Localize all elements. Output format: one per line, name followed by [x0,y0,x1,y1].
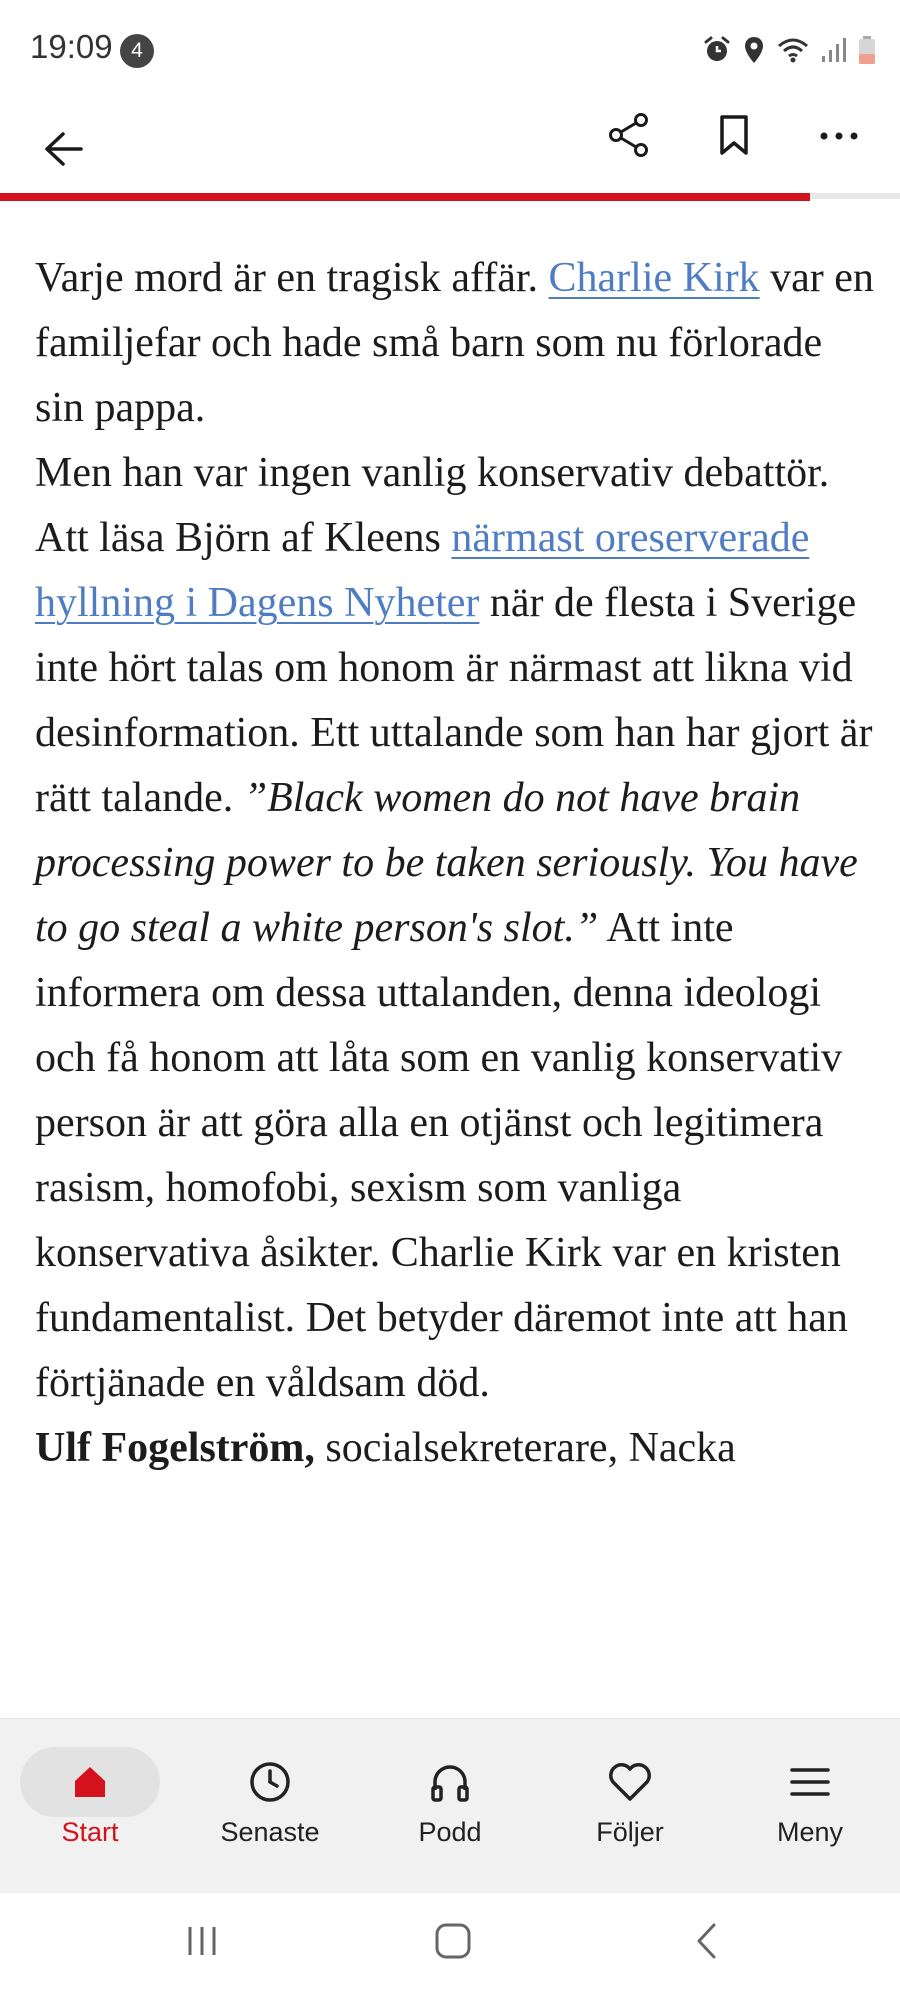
status-bar [0,0,900,100]
clock-icon [245,1757,295,1807]
nav-item-meny[interactable] [720,1719,900,1894]
article-quote: ”Black women do not have brain processing power to be taken seriously. You have to go steal a white person's slot.” [35,775,858,951]
nav-label-podd: Podd [418,1817,482,1847]
charlie-kirk-link[interactable]: Charlie Kirk [548,255,760,301]
location-icon [742,35,766,65]
battery-icon [858,35,876,65]
signal-icon [820,35,848,65]
home-button[interactable] [413,1913,493,1973]
system-navigation-bar [0,1893,900,2000]
heart-icon [605,1757,655,1807]
bookmark-icon [718,114,750,161]
nav-item-start[interactable] [0,1719,180,1894]
reading-progress-fill [0,193,810,201]
nav-label-start: Start [61,1817,119,1847]
nav-label-senaste: Senaste [220,1817,320,1847]
dagens-nyheter-link[interactable]: närmast oreserverade hyllning i Dagens Nyheter [35,515,810,626]
home-button-icon [434,1922,472,1965]
recents-button[interactable] [162,1913,242,1973]
nav-item-senaste[interactable] [180,1719,360,1894]
recents-icon [184,1923,220,1964]
system-icons [702,30,876,70]
share-icon [607,112,651,163]
share-button[interactable] [598,106,660,168]
hamburger-menu-icon [785,1757,835,1807]
notification-count-badge: 4 [120,34,154,68]
alarm-icon [702,35,732,65]
article-text: var en familjefar och hade små barn som nu förlorade sin pappa. [35,255,874,431]
bottom-navigation [0,1718,900,1893]
article-text: när de flesta i Sverige inte hört talas om honom är närmast att likna vid desinformation. Ett uttalande som han har gjort är rätt talande. [35,580,873,821]
article-body [35,246,880,1481]
headphones-icon [425,1757,475,1807]
article-text: Men han var ingen vanlig konservativ debattör. Att läsa Björn af Kleens [35,450,830,561]
nav-item-podd[interactable] [360,1719,540,1894]
article-byline [35,1416,880,1481]
author-title: socialsekreterare, Nacka [314,1425,736,1471]
wifi-icon [776,35,810,65]
app-bar [0,100,900,195]
system-back-icon [694,1921,718,1966]
article-paragraph [35,441,880,1416]
article-text: Varje mord är en tragisk affär. [35,255,549,301]
home-icon [65,1757,115,1807]
more-dots-icon [819,128,859,146]
nav-label-foljer: Följer [596,1817,664,1847]
back-button[interactable] [30,118,96,184]
status-time: 19:09 [30,28,113,65]
nav-label-meny: Meny [776,1817,844,1847]
back-arrow-icon [41,129,85,174]
bookmark-button[interactable] [703,106,765,168]
system-back-button[interactable] [666,1913,746,1973]
author-name: Ulf Fogelström, [35,1425,315,1471]
article-text: Att inte informera om dessa uttalanden, denna ideologi och få honom att låta som en vanlig konservativ person är att göra alla en otjänst och legitimera rasism, homofobi, sexism som vanliga konservativa åsikter. Charlie Kirk var en kristen fundamentalist. Det betyder däremot inte att han förtjänade en våldsam död. [35,905,848,1406]
more-options-button[interactable] [808,106,870,168]
nav-item-foljer[interactable] [540,1719,720,1894]
reading-progress-bar [0,193,900,199]
article-paragraph [35,246,880,441]
